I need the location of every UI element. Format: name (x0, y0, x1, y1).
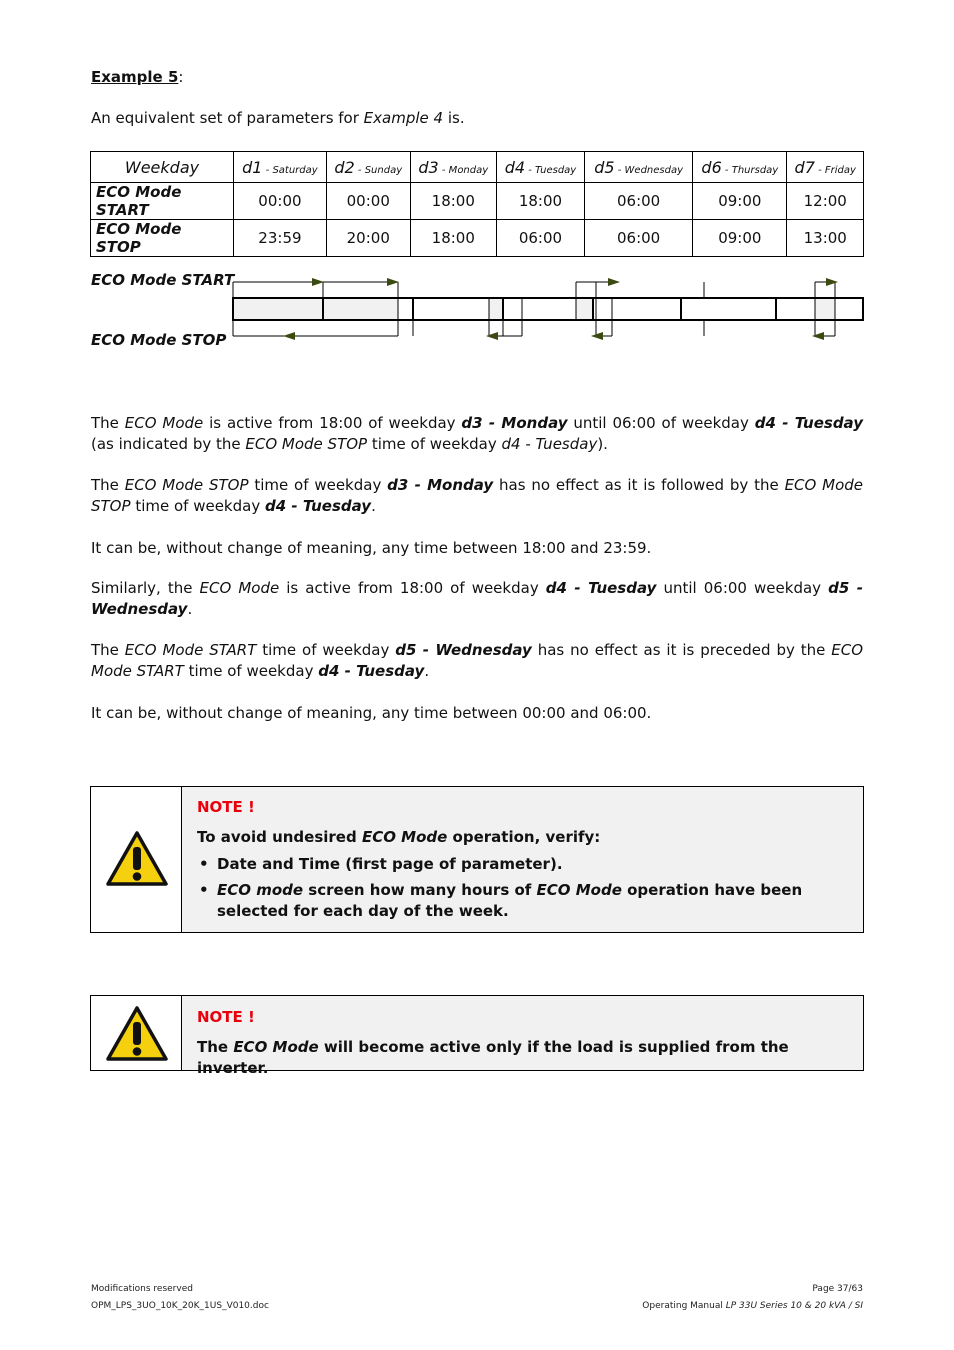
table-cell: 13:00 (787, 220, 864, 257)
paragraph-6: It can be, without change of meaning, any time between 00:00 and 06:00. (91, 704, 652, 722)
list-item (197, 880, 851, 922)
text-run: To avoid undesired (197, 828, 362, 846)
diagram-start-label: ECO Mode START (91, 271, 235, 289)
eco-active-segment (489, 299, 502, 319)
table-cell: 06:00 (585, 220, 693, 257)
text-run: ECO mode (217, 881, 304, 899)
text-run: time of weekday (130, 497, 265, 515)
text-run: d5 - Wednesday (395, 641, 532, 659)
day-code: d4 (504, 157, 526, 177)
day-code: d2 (334, 157, 355, 177)
paragraph-5 (91, 640, 863, 682)
text-run: . (371, 497, 376, 515)
row-label-start: ECO Mode START (91, 183, 234, 220)
example-title: Example 5 (91, 68, 179, 86)
day-name: - Friday (814, 164, 856, 176)
day-header (496, 152, 584, 183)
text-run: ECO Mode START (91, 641, 864, 680)
text-run: d4 - Tuesday (318, 662, 425, 680)
paragraph-3: It can be, without change of meaning, any time between 18:00 and 23:59. (91, 539, 652, 557)
text-run: The (197, 1038, 234, 1056)
bullet-icon: • (199, 855, 209, 873)
note-box-2 (90, 995, 864, 1077)
row-label-stop: ECO Mode STOP (91, 220, 234, 257)
day-header (234, 152, 327, 183)
text-run: d4 - Tuesday (545, 579, 657, 597)
bullet-icon: • (199, 881, 209, 899)
text-run: is active from 18:00 of weekday (203, 414, 462, 432)
day-header (326, 152, 410, 183)
day-code: d5 (594, 157, 615, 177)
text-run: (as indicated by the (91, 435, 246, 453)
diagram-stop-label: ECO Mode STOP (91, 331, 227, 349)
intro-ref: Example 4 (363, 109, 444, 127)
text-run: Operating Manual (642, 1301, 726, 1311)
day-code: d3 (418, 157, 439, 177)
note-box-1 (90, 786, 864, 933)
text-run: ECO Mode STOP (91, 476, 864, 515)
footer-modifications: Modifications reserved (91, 1284, 193, 1294)
note-line (197, 827, 851, 848)
eco-timeline-diagram (0, 270, 954, 350)
text-run: Similarly, the (91, 579, 200, 597)
text-run: ECO Mode STOP (124, 476, 249, 494)
text-run: . (187, 600, 193, 618)
table-cell: 23:59 (234, 220, 327, 257)
table-cell: 18:00 (410, 220, 496, 257)
example-heading (91, 68, 183, 86)
text-run: until 06:00 of weekday (567, 414, 755, 432)
paragraph-4 (91, 578, 863, 620)
example-title-colon: : (178, 68, 184, 86)
note-body-1 (197, 797, 851, 922)
intro-before: An equivalent set of parameters for (91, 109, 364, 127)
table-cell: 00:00 (326, 183, 410, 220)
warning-icon (105, 830, 169, 888)
text-run: ECO Mode (233, 1038, 319, 1056)
text-run: . (424, 662, 430, 680)
note-bullet-list (197, 854, 851, 922)
text-run: d4 - Tuesday (501, 435, 598, 453)
table-cell: 09:00 (693, 183, 787, 220)
table-row-start (91, 183, 864, 220)
table-cell: 20:00 (326, 220, 410, 257)
day-name: - Monday (438, 164, 489, 176)
text-run: operation, verify: (447, 828, 601, 846)
table-cell: 12:00 (787, 183, 864, 220)
text-run: The (91, 414, 125, 432)
text-run: ). (597, 435, 608, 453)
note-body-2 (197, 1007, 851, 1079)
text-run: is active from 18:00 of weekday (279, 579, 546, 597)
day-name: - Wednesday (614, 164, 684, 176)
table-header-row (91, 152, 864, 183)
note-icon-cell (91, 996, 182, 1070)
text-run: d4 - Tuesday (264, 497, 372, 515)
warning-icon (105, 1005, 169, 1063)
parameters-table (90, 151, 864, 257)
text-run: until 06:00 weekday (656, 579, 829, 597)
text-run: screen how many hours of (303, 881, 537, 899)
day-name: - Sunday (354, 164, 403, 176)
text-run: ECO Mode (124, 414, 204, 432)
table-cell: 09:00 (693, 220, 787, 257)
note-title: NOTE ! (197, 798, 255, 816)
intro-text (91, 109, 465, 127)
text-run: The (91, 476, 125, 494)
text-run: has no effect as it is preceded by the (531, 641, 832, 659)
text-run: The (91, 641, 125, 659)
day-header (585, 152, 693, 183)
text-run: has no effect as it is followed by the (493, 476, 785, 494)
weekday-header: Weekday (91, 152, 234, 183)
text-run: Date and Time (first page of parameter). (217, 855, 563, 873)
text-run: ECO Mode (361, 828, 448, 846)
text-run: time of weekday (248, 476, 388, 494)
eco-active-segment (234, 299, 398, 319)
day-header (410, 152, 496, 183)
table-cell: 00:00 (234, 183, 327, 220)
eco-active-segment (815, 299, 835, 319)
text-run: d4 - Tuesday (754, 414, 863, 432)
day-name: - Tuesday (525, 164, 577, 176)
text-run: ECO Mode (199, 579, 280, 597)
text-run: d5 - Wednesday (91, 579, 863, 618)
text-run: d3 - Monday (387, 476, 494, 494)
text-run: LP 33U Series 10 & 20 kVA / SI (725, 1301, 863, 1311)
text-run: will become active only if the load is supplied from the inverter. (197, 1038, 789, 1077)
day-code: d1 (242, 157, 263, 177)
text-run: time of weekday (256, 641, 396, 659)
day-code: d7 (794, 157, 815, 177)
text-run: ECO Mode STOP (245, 435, 368, 453)
footer-page-number: Page 37/63 (812, 1284, 863, 1294)
list-item (197, 854, 851, 875)
eco-active-segment (576, 299, 593, 319)
table-cell: 18:00 (410, 183, 496, 220)
note-title: NOTE ! (197, 1008, 255, 1026)
table-row-stop (91, 220, 864, 257)
paragraph-1 (91, 413, 863, 455)
text-run: time of weekday (183, 662, 319, 680)
footer-manual-title (642, 1301, 863, 1311)
footer-filename: OPM_LPS_3UO_10K_20K_1US_V010.doc (91, 1301, 269, 1311)
intro-after: is. (443, 109, 465, 127)
table-cell: 18:00 (496, 183, 584, 220)
day-header (787, 152, 864, 183)
table-cell: 06:00 (496, 220, 584, 257)
text-run: ECO Mode (536, 881, 622, 899)
text-run: ECO Mode START (124, 641, 257, 659)
text-run: operation have been selected for each day of the week. (217, 881, 803, 920)
text-run: d3 - Monday (461, 414, 568, 432)
day-code: d6 (701, 157, 722, 177)
note-line (197, 1037, 851, 1079)
paragraph-2 (91, 475, 863, 517)
day-header (693, 152, 787, 183)
day-name: - Thursday (721, 164, 779, 176)
note-icon-cell (91, 787, 182, 932)
table-cell: 06:00 (585, 183, 693, 220)
text-run: time of weekday (367, 435, 502, 453)
day-name: - Saturday (262, 164, 318, 176)
